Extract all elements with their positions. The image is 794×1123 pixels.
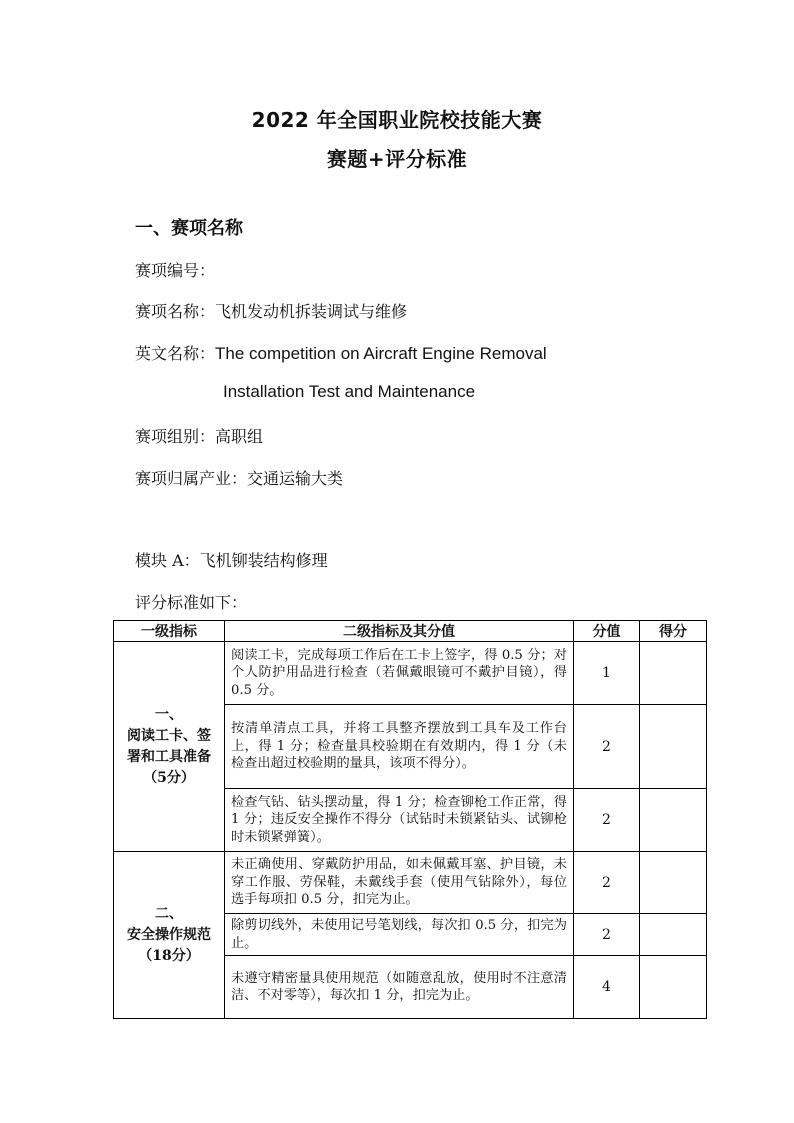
criterion-text: 按清单清点工具，并将工具整齐摆放到工具车及工作台上，得 1 分；检查量具校验期在有效期内，得 1 分（未检查出超过校验期的量具，该项不得分）。 [225, 705, 574, 789]
event-industry-label: 赛项归属产业： [135, 469, 248, 488]
module-title: 模块 A：飞机铆装结构修理 [135, 551, 328, 570]
criterion-points: 2 [574, 789, 640, 852]
english-name-line-2 [223, 382, 475, 402]
event-group-label: 赛项组别： [135, 427, 216, 446]
criterion-score [640, 705, 707, 789]
event-code-line [135, 258, 215, 281]
event-code-label: 赛项编号： [135, 261, 216, 280]
scoring-table [113, 620, 707, 1019]
event-name-line [135, 299, 407, 322]
criterion-text: 检查气钻、钻头摆动量，得 1 分；检查铆枪工作正常，得 1 分；违反安全操作不得分（试钻时未锁紧钻头、试铆枪时未锁紧弹簧）。 [225, 789, 574, 852]
document-subtitle: 赛题+评分标准 [326, 147, 468, 171]
section-heading: 一、赛项名称 [135, 218, 243, 239]
criterion-score [640, 852, 707, 914]
criterion-score [640, 789, 707, 852]
english-name-value-2: Installation Test and Maintenance [223, 382, 476, 401]
criterion-score [640, 956, 707, 1019]
category-cell: 二、 安全操作规范 （18分） [114, 852, 225, 1019]
document-title: 2022 年全国职业院校技能大赛 [251, 108, 543, 132]
header-level2: 二级指标及其分值 [225, 621, 574, 642]
header-score: 得分 [640, 621, 707, 642]
event-industry-line [135, 466, 343, 489]
table-row [114, 642, 707, 705]
category-cell: 一、 阅读工卡、签 署和工具准备 （5分） [114, 642, 225, 852]
table-header-row [114, 621, 707, 642]
header-level1: 一级指标 [114, 621, 225, 642]
criterion-text: 未遵守精密量具使用规范（如随意乱放，使用时不注意清洁、不对零等），每次扣 1 分，扣完为止。 [225, 956, 574, 1019]
header-points: 分值 [574, 621, 640, 642]
criterion-score [640, 642, 707, 705]
criterion-points: 2 [574, 852, 640, 914]
criterion-points: 2 [574, 914, 640, 956]
english-name-label: 英文名称： [135, 344, 216, 363]
criterion-points: 1 [574, 642, 640, 705]
english-name-line [135, 341, 547, 364]
criterion-points: 4 [574, 956, 640, 1019]
scoring-intro: 评分标准如下： [135, 593, 248, 612]
criterion-text: 阅读工卡，完成每项工作后在工卡上签字，得 0.5 分；对个人防护用品进行检查（若佩戴眼镜可不戴护目镜），得 0.5 分。 [225, 642, 574, 705]
criterion-text: 未正确使用、穿戴防护用品，如未佩戴耳塞、护目镜，未穿工作服、劳保鞋，未戴线手套（使用气钻除外），每位选手每项扣 0.5 分，扣完为止。 [225, 852, 574, 914]
event-industry-value: 交通运输大类 [247, 469, 344, 488]
event-name-value: 飞机发动机拆装调试与维修 [215, 302, 408, 321]
criterion-score [640, 914, 707, 956]
criterion-points: 2 [574, 705, 640, 789]
event-group-line [135, 424, 263, 447]
event-group-value: 高职组 [215, 427, 264, 446]
event-name-label: 赛项名称： [135, 302, 216, 321]
table-row [114, 852, 707, 914]
english-name-value: The competition on Aircraft Engine Removal [215, 344, 547, 363]
criterion-text: 除剪切线外，未使用记号笔划线，每次扣 0.5 分，扣完为止。 [225, 914, 574, 956]
